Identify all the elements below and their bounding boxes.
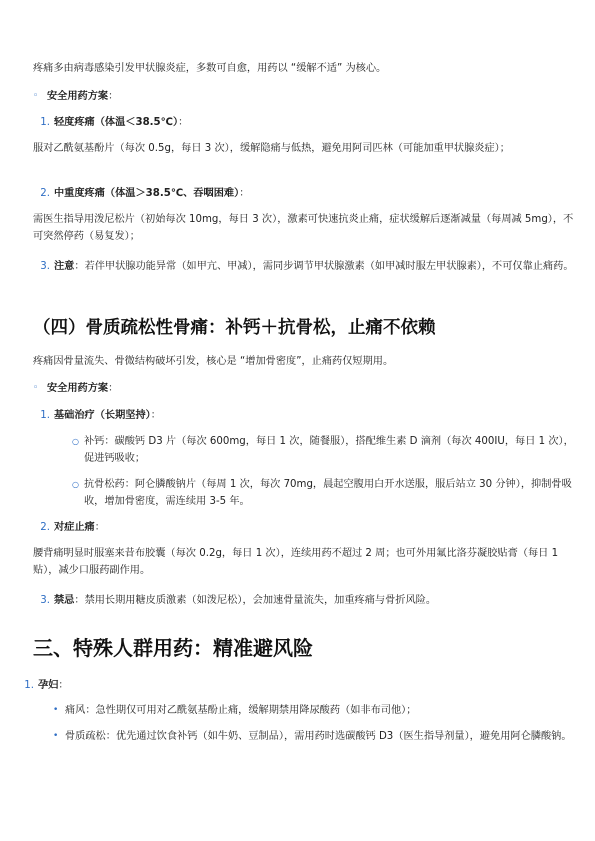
bullet-icon: • (53, 705, 59, 715)
safe-plan-label: 安全用药方案 (47, 383, 109, 394)
bullet-icon: • (53, 731, 59, 741)
list-number: 2. (40, 188, 50, 199)
list-number: 3. (40, 261, 50, 272)
list-item-gout (53, 702, 578, 719)
list-item-safe-plan-thyroid: ◦ 安全用药方案： (33, 88, 578, 105)
list-item-osteoporosis-pregnant (53, 728, 578, 745)
list-number: 1. (40, 117, 50, 128)
list-item-contraindication: 3. 禁忌：禁用长期用糖皮质激素（如泼尼松），会加速骨量流失，加重疼痛与骨折风险。 (36, 592, 576, 609)
item-text: 禁用长期用糖皮质激素（如泼尼松），会加速骨量流失，加重疼痛与骨折风险。 (84, 595, 437, 606)
item-text: 骨质疏松：优先通过饮食补钙（如牛奶、豆制品），需用药时选碳酸钙 D3（医生指导剂量），避免用阿仑膦酸钠。 (65, 731, 572, 742)
list-number: 1. (24, 680, 34, 691)
item-title: 禁忌 (54, 595, 75, 606)
paragraph-thyroid-intro: 疼痛多由病毒感染引发甲状腺炎症，多数可自愈，用药以 “缓解不适” 为核心。 (33, 63, 387, 74)
paragraph-osteoporosis-intro: 疼痛因骨量流失、骨微结构破坏引发，核心是 “增加骨密度”，止痛药仅短期用。 (33, 356, 394, 367)
heading-osteoporosis: （四）骨质疏松性骨痛：补钙＋抗骨松，止痛不依赖 (33, 318, 436, 338)
list-item-mild-pain: 1. 轻度疼痛（体温＜38.5℃）： (36, 114, 188, 131)
list-item-severe-pain: 2. 中重度疼痛（体温＞38.5℃、吞咽困难）： (36, 185, 249, 202)
item-text: 补钙：碳酸钙 D3 片（每次 600mg，每日 1 次，随餐服），搭配维生素 D 滴剂（每次 400IU，每日 1 次），促进钙吸收； (84, 436, 574, 464)
circle-bullet-icon: ○ (72, 437, 79, 446)
list-item-thyroid-caution: 3. 注意：若伴甲状腺功能异常（如甲亢、甲减），需同步调节甲状腺激素（如甲减时服左甲状腺素），不可仅靠止痛药。 (36, 258, 576, 275)
circle-bullet-icon: ◦ (33, 91, 39, 101)
circle-bullet-icon: ○ (72, 480, 79, 489)
item-text: 若伴甲状腺功能异常（如甲亢、甲减），需同步调节甲状腺激素（如甲减时服左甲状腺素），不可仅靠止痛药。 (84, 261, 574, 272)
list-item-anti-osteoporosis (72, 476, 578, 510)
paragraph-symptomatic-pain: 腰背痛明显时服塞来昔布胶囊（每次 0.2g，每日 1 次），连续用药不超过 2 周；也可外用氟比洛芬凝胶贴膏（每日 1 贴），减少口服药副作用。 (33, 548, 559, 576)
item-title: 孕妇 (38, 680, 59, 691)
item-title: 基础治疗（长期坚持） (54, 410, 151, 421)
list-number: 3. (40, 595, 50, 606)
list-number: 2. (40, 522, 50, 533)
item-title: 对症止痛 (54, 522, 95, 533)
list-item-symptomatic-pain: 2. 对症止痛： (36, 519, 105, 536)
list-number: 1. (40, 410, 50, 421)
list-item-safe-plan-osteoporosis: ◦ 安全用药方案： (33, 380, 578, 397)
heading-special-populations: 三、特殊人群用药：精准避风险 (33, 636, 313, 660)
item-title: 中重度疼痛（体温＞38.5℃、吞咽困难） (54, 188, 240, 199)
safe-plan-label: 安全用药方案 (47, 91, 109, 102)
item-title: 轻度疼痛（体温＜38.5℃） (54, 117, 179, 128)
item-title: 注意 (54, 261, 75, 272)
circle-bullet-icon: ◦ (33, 383, 39, 393)
paragraph-severe-pain: 需医生指导用泼尼松片（初始每次 10mg，每日 3 次），激素可快速抗炎止痛，症状缓解后逐渐减量（每周减 5mg），不可突然停药（易复发）； (33, 214, 574, 242)
list-item-pregnant: 1. 孕妇： (20, 677, 69, 694)
list-item-calcium (72, 433, 578, 467)
paragraph-mild-pain: 服对乙酰氨基酚片（每次 0.5g，每日 3 次），缓解隐痛与低热，避免用阿司匹林（可能加重甲状腺炎症）； (33, 143, 510, 154)
item-text: 抗骨松药：阿仑膦酸钠片（每周 1 次，每次 70mg，晨起空腹用白开水送服，服后站立 30 分钟），抑制骨吸收，增加骨密度，需连续用 3-5 年。 (84, 479, 572, 507)
item-text: 痛风：急性期仅可用对乙酰氨基酚止痛，缓解期禁用降尿酸药（如非布司他）； (65, 705, 417, 716)
list-item-basic-treatment: 1. 基础治疗（长期坚持）： (36, 407, 161, 424)
